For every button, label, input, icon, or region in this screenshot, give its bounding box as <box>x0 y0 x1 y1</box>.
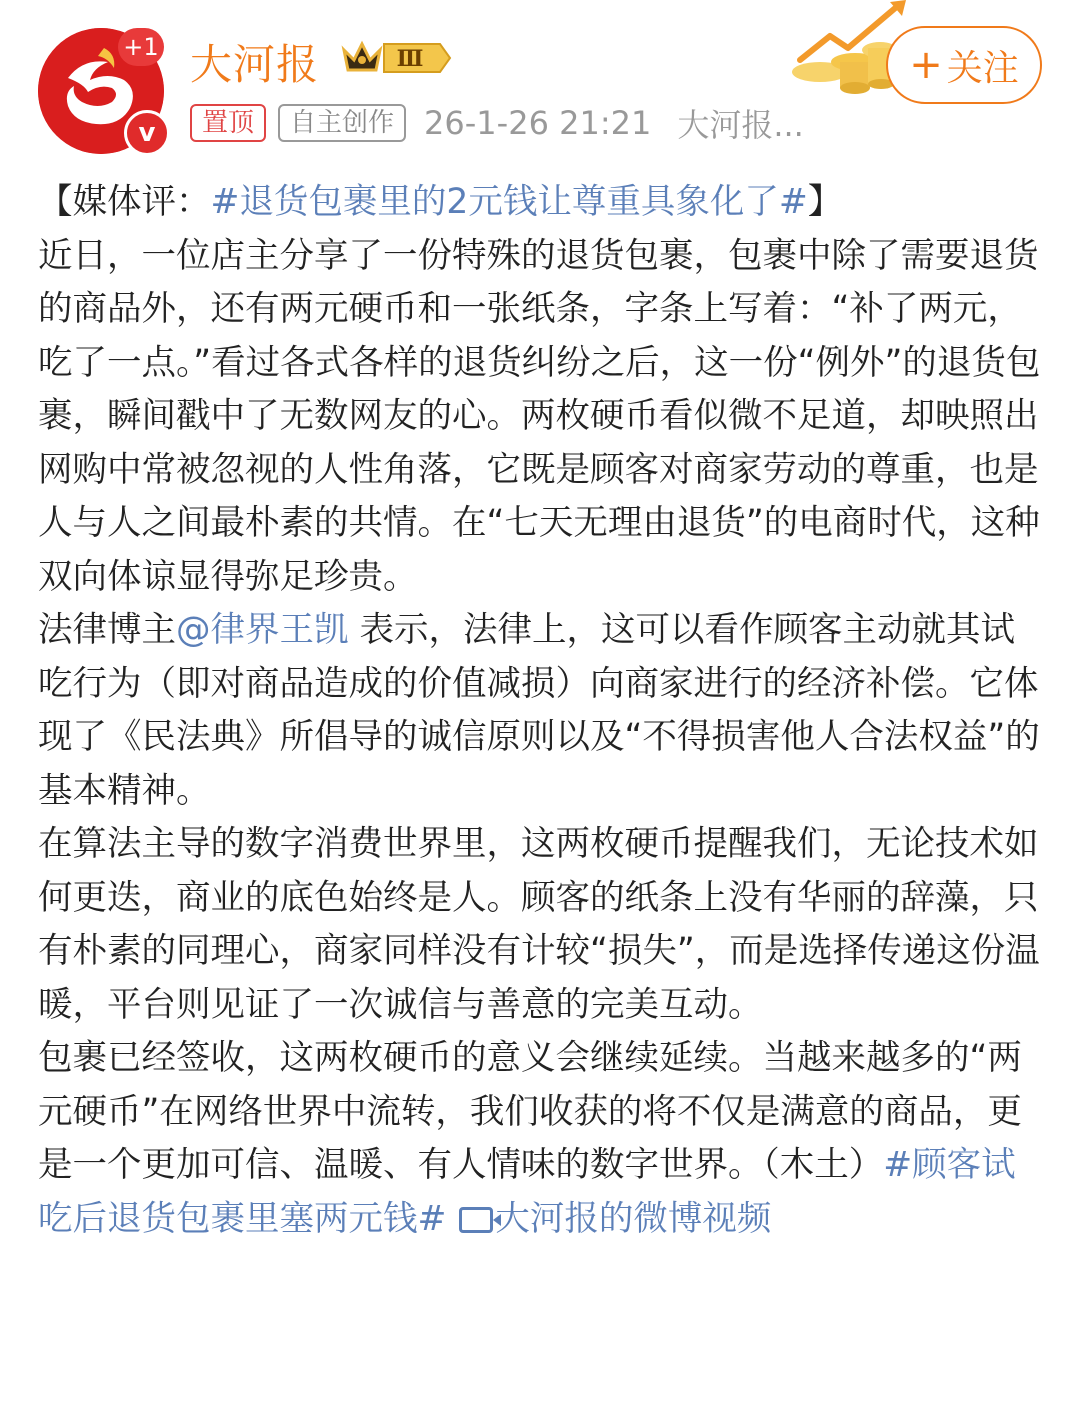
level-badge <box>380 40 452 76</box>
level-badge-text: Ⅲ <box>396 46 424 72</box>
account-name[interactable]: 大河报 <box>190 40 320 89</box>
video-link[interactable] <box>457 1199 771 1239</box>
title-close: 】 <box>807 182 843 222</box>
legal-text: 表示，法律上，这可以看作顾客主动就其试吃行为（即对商品造成的价值减损）向商家进行的经济补偿。它体现了《民法典》所倡导的诚信原则以及“不得损害他人合法权益”的基本精神。 <box>38 610 1040 811</box>
follow-button[interactable] <box>886 26 1042 104</box>
post-time: 26-1-26 21:21 <box>424 104 652 142</box>
post-paragraph-legal <box>38 604 1048 818</box>
video-camera-icon <box>459 1207 493 1233</box>
verified-icon: v <box>124 110 170 156</box>
plus-icon: + <box>909 42 943 88</box>
hashtag-link[interactable]: #退货包裹里的2元钱让尊重具象化了# <box>210 182 808 222</box>
mention-link[interactable]: @律界王凯 <box>176 610 349 650</box>
post-paragraph-closing <box>38 1032 1048 1246</box>
legal-prefix: 法律博主 <box>38 610 176 650</box>
level-badge-icon <box>380 40 452 76</box>
coins-chart-decoration-icon <box>730 0 910 100</box>
title-open: 【媒体评： <box>38 182 211 222</box>
crown-icon <box>340 38 384 76</box>
post-source[interactable]: 大河报... <box>677 106 804 144</box>
hashtag-link[interactable]: #顾客试吃后退货包裹里塞两元钱# <box>38 1145 1016 1239</box>
video-link-label: 大河报的微博视频 <box>495 1198 772 1239</box>
closing-text: 包裹已经签收，这两枚硬币的意义会继续延续。当越来越多的“两元硬币”在网络世界中流转，我们收获的将不仅是满意的商品，更是一个更加可信、温暖、有人情味的数字世界。（木土） <box>38 1038 1022 1185</box>
post-content <box>38 176 1048 1246</box>
follow-label: 关注 <box>946 47 1019 89</box>
post-header <box>0 0 1078 160</box>
post-paragraph: 近日，一位店主分享了一份特殊的退货包裹，包裹中除了需要退货的商品外，还有两元硬币和一张纸条，字条上写着：“补了两元，吃了一点。”看过各式各样的退货纠纷之后，这一份“例外”的退货包裹，瞬间戳中了无数网友的心。两枚硬币看似微不足道，却映照出网购中常被忽视的人性角落，它既是顾客对商家劳动的尊重，也是人与人之间最朴素的共情。在“七天无理由退货”的电商时代，这种双向体谅显得弥足珍贵。 <box>38 235 1041 597</box>
post-meta <box>190 104 804 142</box>
post-paragraph-title <box>38 176 1048 230</box>
original-content-tag: 自主创作 <box>278 104 406 142</box>
post-paragraph: 在算法主导的数字消费世界里，这两枚硬币提醒我们，无论技术如何更迭，商业的底色始终是人。顾客的纸条上没有华丽的辞藻，只有朴素的同理心，商家同样没有计较“损失”，而是选择传递这份温暖，平台则见证了一次诚信与善意的完美互动。 <box>38 824 1040 1025</box>
notification-badge: +1 <box>118 28 164 66</box>
pinned-tag: 置顶 <box>190 104 266 142</box>
